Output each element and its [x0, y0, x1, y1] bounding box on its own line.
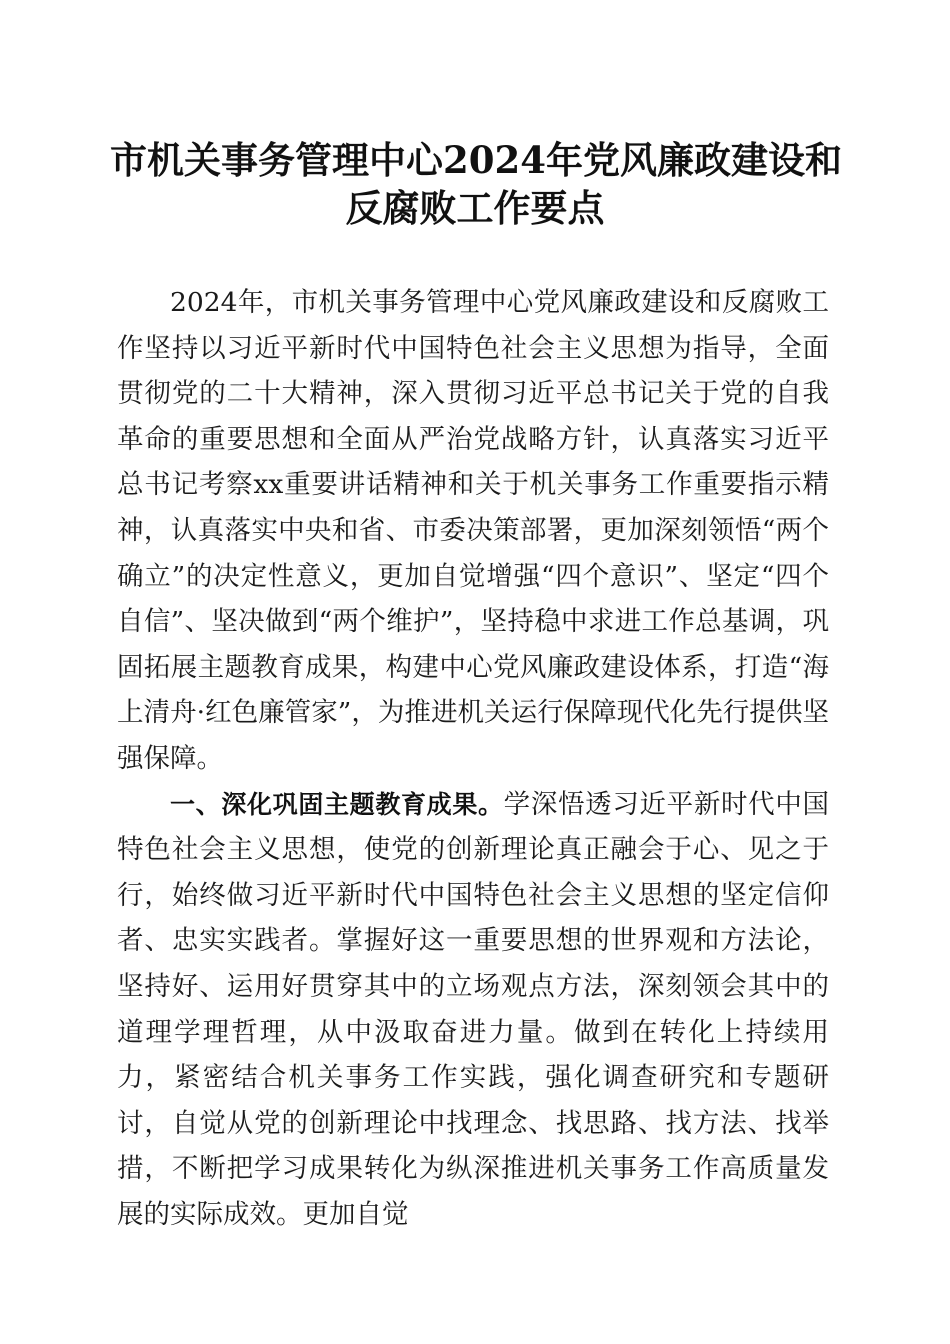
title-line-2: 反腐败工作要点: [345, 186, 605, 230]
section-1-heading: 一、深化巩固主题教育成果。: [170, 789, 504, 819]
title-line-1: 市机关事务管理中心2024年党风廉政建设和: [110, 138, 842, 182]
section-1-paragraph: [117, 782, 829, 1238]
intro-paragraph: 2024年，市机关事务管理中心党风廉政建设和反腐败工作坚持以习近平新时代中国特色社会主义思想为指导，全面贯彻党的二十大精神，深入贯彻习近平总书记关于党的自我革命的重要思想和全面从严治党战略方针，认真落实习近平总书记考察xx重要讲话精神和关于机关事务工作重要指示精神，认真落实中央和省、市委决策部署，更加深刻领悟“两个确立”的决定性意义，更加自觉增强“四个意识”、坚定“四个自信”、坚决做到“两个维护”，坚持稳中求进工作总基调，巩固拓展主题教育成果，构建中心党风廉政建设体系，打造“海上清舟·红色廉管家”，为推进机关运行保障现代化先行提供坚强保障。: [117, 287, 829, 774]
document-title: [110, 136, 840, 232]
document-body: [117, 280, 829, 1237]
section-1-text: 学深悟透习近平新时代中国特色社会主义思想，使党的创新理论真正融会于心、见之于行，始终做习近平新时代中国特色社会主义思想的坚定信仰者、忠实实践者。掌握好这一重要思想的世界观和方法论，坚持好、运用好贯穿其中的立场观点方法，深刻领会其中的道理学理哲理，从中汲取奋进力量。做到在转化上持续用力，紧密结合机关事务工作实践，强化调查研究和专题研讨，自觉从党的创新理论中找理念、找思路、找方法、找举措，不断把学习成果转化为纵深推进机关事务工作高质量发展的实际成效。更加自觉: [117, 788, 829, 1230]
